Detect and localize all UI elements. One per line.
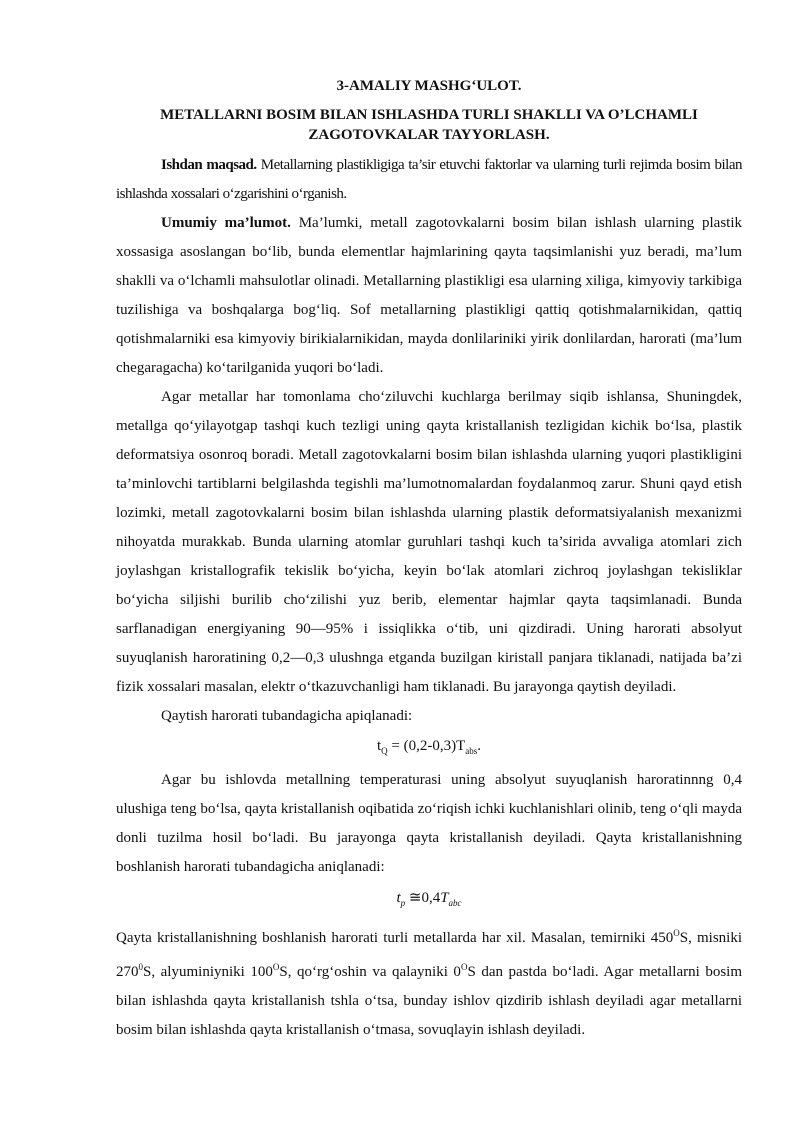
- general-info-label: Umumiy ma’lumot.: [161, 215, 291, 231]
- page-subtitle: METALLARNI BOSIM BILAN ISHLASHDA TURLI SHAKLLI VA O’LCHAMLI ZAGOTOVKALAR TAYYORLASH.: [160, 107, 698, 143]
- paragraph-recrystallization: Agar bu ishlovda metallning temperaturasi uning absolyut suyuqlanish haroratinnng 0,4 ulushiga teng bo‘lsa, qayta kristallanish oqibatida zo‘riqish ichki kuchlanishlari olinib, teng o‘qli mayda donli tuzilma hosil bo‘ladi. Bu jarayonga qayta kristallanish deyiladi. Qayta kristallanishning boshlanish harorati tubandagicha aniqlanadi:: [116, 772, 742, 875]
- formula-recovery: $t_Q = (0,2-0,3)T_{abs}$.: [376, 738, 482, 756]
- purpose-text: Metallarning plastikligiga ta’sir etuvchi faktorlar va ularning turli rejimda bosim bilan ishlashda xossalari o‘zgarishini o‘rganish.: [116, 157, 742, 202]
- paragraph-recovery-temp: Qaytish harorati tubandagicha apiqlanadi:: [161, 708, 413, 724]
- purpose-label: Ishdan maqsad.: [161, 157, 257, 173]
- general-info-text: Ma’lumki, metall zagotovkalarni bosim bilan ishlash ularning plastik xossasiga asoslangan bo‘lib, bunda elementlar hajmlarining qayta taqsimlanishi yuz beradi, ma’lum shaklli va o‘lchamli mahsulotlar olinadi. Metallarning plastikligi esa ularning xiliga, kimyoviy tarkibiga tuzilishiga va boshqalarga bog‘liq. Sof metallarning plastikligi qattiq qotishmalarnikidan, qattiq qotishmalarniki esa kimyoviy birikialarnikidan, mayda donlilariniki yirik donlilardan, harorati (ma’lum chegaragacha) ko‘tarilganida yuqori bo‘ladi.: [116, 215, 742, 376]
- paragraph-purpose: [116, 151, 742, 209]
- paragraph-recrystallization-temps: Qayta kristallanishning boshlanish harorati turli metallarda har xil. Masalan, temirniki $450^OS$, misniki $270^0S$, alyuminiyniki $100^OS$, qo‘rg‘oshin va qalayniki $0^OS$ dan pastda bo‘ladi. Agar metallarni bosim bilan ishlashda qayta kristallanish tshla o‘tsa, bunday ishlov qizdirib ishlash deyiladi agar metallarni bosim bilan ishlashda qayta kristallanish o‘tmasa, sovuqlayin ishlash deyiladi.: [116, 928, 743, 1038]
- document-body: [116, 64, 742, 1045]
- formula-recrystallization: $t_p$ $≅0,4T_{abc}$: [396, 890, 462, 908]
- paragraph-plastic-deformation: Agar metallar har tomonlama cho‘ziluvchi kuchlarga berilmay siqib ishlansa, Shuningdek, metallga qo‘yilayotgap tashqi kuch tezligi uning qayta kristallanish tezligidan kichik bo‘lsa, plastik deformatsiya osonroq boradi. Metall zagotovkalarni bosim bilan ishlashda ularning yuqori plastikligini ta’minlovchi tartiblarni belgilashda tegishli ma’lumotnomalardan foydalanmoq zarur. Shuni qayd etish lozimki, metall zagotovkalarni bosim bilan ishlashda ularning plastik deformatsiyalanish mexanizmi nihoyatda murakkab. Bunda ularning atomlar guruhlari tashqi kuch ta’sirida avvaliga atomlari zich joylashgan kristallografik tekislik bo‘yicha, keyin bo‘lak atomlari zichroq joylashgan tekisliklar bo‘yicha siljishi burilib cho‘zilishi yuz berib, elementar hajmlar qayta taqsimlanadi. Bunda sarflanadigan energiyaning 90—95% i issiqlikka o‘tib, uni qizdiradi. Uning harorati absolyut suyuqlanish haroratining 0,2—0,3 ulushnga etganda buzilgan kiristall panjara tiklanadi, natijada ba’zi fizik xossalari masalan, elektr o‘tkazuvchanligi ham tiklanadi. Bu jarayonga qaytish deyiladi.: [116, 389, 742, 695]
- paragraph-general-info: [116, 209, 742, 383]
- page-title: 3-AMALIY MASHG‘ULOT.: [336, 78, 522, 94]
